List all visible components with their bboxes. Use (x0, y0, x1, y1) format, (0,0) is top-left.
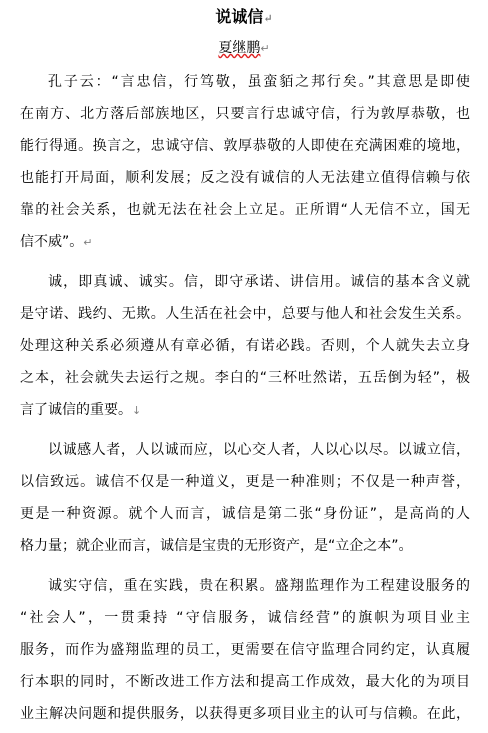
author-name: 夏继鹏 (218, 40, 261, 56)
paragraph-1-line-6 (20, 232, 470, 253)
paragraph-3-line-3: 更是一种资源。就个人而言，诚信是第二张“身份证”，是高尚的人 (20, 506, 470, 522)
paragraph-mark-icon: ↵ (260, 42, 270, 55)
paragraph-2-line-1: 诚，即真诚、诚实。信，即守承诺、讲信用。诚信的基本含义就 (48, 274, 470, 290)
paragraph-2-line-2: 是守诺、践约、无欺。人生活在社会中，总要与他人和社会发生关系。 (20, 306, 470, 322)
paragraph-4-line-3: 服务，而作为盛翔监理的员工，更需要在信守监理合同约定，认真履 (20, 642, 470, 658)
paragraph-mark-icon: ↵ (263, 12, 273, 25)
paragraph-4-line-2: “社会人”，一贯秉持 “守信服务，诚信经营”的旗帜为项目业主 (20, 610, 470, 626)
paragraph-3-line-2: 以信致远。诚信不仅是一种道义，更是一种准则；不仅是一种声誉， (20, 474, 470, 490)
paragraph-2-line-5-text: 言了诚信的重要。 (20, 402, 132, 418)
paragraph-4-line-5: 业主解决问题和提供服务，以获得更多项目业主的认可与信赖。在此， (20, 706, 470, 722)
paragraph-4-line-1: 诚实守信，重在实践，贵在积累。盛翔监理作为工程建设服务的 (48, 578, 470, 594)
paragraph-1-line-5: 靠的社会关系，也就无法在社会上立足。正所谓“人无信不立，国无 (20, 202, 470, 218)
title-text: 说诚信 (215, 7, 264, 26)
paragraph-1-line-6-text: 信不威”。 (20, 234, 84, 250)
paragraph-2-line-4: 之本，社会就失去运行之规。李白的“三杯吐然诺，五岳倒为轻”，极 (20, 370, 470, 386)
paragraph-3-line-4: 格力量；就企业而言，诚信是宝贵的无形资产，是“立企之本”。 (20, 538, 413, 554)
paragraph-1-line-3: 能行得通。换言之，忠诚守信、敦厚恭敬的人即使在充满困难的境地， (20, 138, 470, 154)
line-break-mark-icon: ↓ (132, 404, 142, 417)
document-title (0, 6, 488, 30)
paragraph-1-line-2: 在南方、北方落后部族地区，只要言行忠诚守信，行为敦厚恭敬，也 (20, 106, 470, 122)
paragraph-mark-icon: ↵ (83, 236, 93, 249)
paragraph-4-line-4: 行本职的同时，不断改进工作方法和提高工作成效，最大化的为项目 (20, 674, 470, 690)
paragraph-1-line-1: 孔子云：“言忠信，行笃敬，虽蛮貊之邦行矣。”其意思是即使 (48, 74, 470, 90)
paragraph-2-line-5 (20, 400, 470, 421)
paragraph-3-line-1: 以诚感人者，人以诚而应，以心交人者，人以心以尽。以诚立信， (48, 442, 470, 458)
document-author (0, 38, 488, 59)
paragraph-1-line-4: 也能打开局面，顺利发展；反之没有诚信的人无法建立值得信赖与依 (20, 170, 470, 186)
paragraph-2-line-3: 处理这种关系必须遵从有章必循，有诺必践。否则，个人就失去立身 (20, 338, 470, 354)
